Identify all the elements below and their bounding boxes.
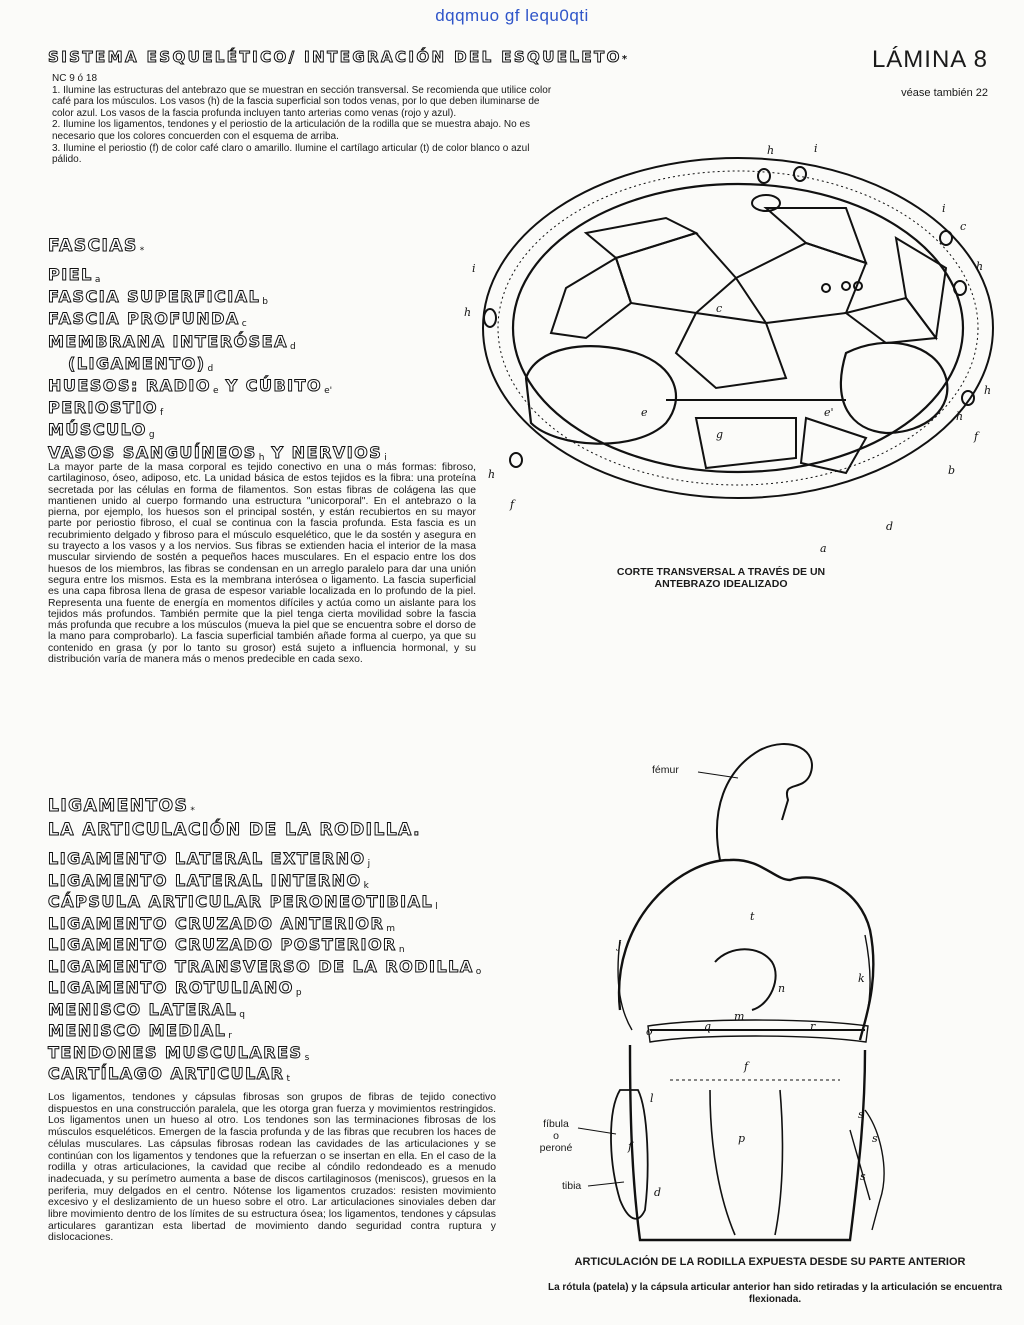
ligamentos-heading: LIGAMENTOS $_*$ [48, 796, 195, 816]
patellar-ligament [710, 1090, 782, 1235]
label-perone: peroné [539, 1142, 573, 1154]
fig1-label-a: a [820, 542, 827, 555]
fig1-label-h: h [767, 144, 775, 157]
rodilla-subheading: LA ARTICULACIÓN DE LA RODILLA. [48, 820, 422, 840]
radius-bone [526, 346, 676, 444]
fig1-label-e: e [641, 406, 648, 419]
fig2-letter-s3: s [860, 1170, 866, 1183]
lig-item-rotuliano: LIGAMENTO ROTULIANO $_p$ [48, 978, 302, 998]
fig1-label-c: c [960, 220, 967, 233]
label-femur: fémur [652, 764, 679, 776]
fig2-letter-t: t [750, 910, 755, 923]
page-title: SISTEMA ESQUELÉTICO/ INTEGRACIÓN DEL ESQUELETO* [48, 48, 630, 66]
skin-outline [483, 158, 993, 498]
see-also: véase también 22 [901, 87, 988, 99]
instruction-2: 2. Ilumine los ligamentos, tendones y el periostio de la articulación de la rodilla que se muestra abajo. No es necesario que los colores concuerden con el esquema de arriba. [52, 119, 531, 142]
fig2-letter-m: m [734, 1010, 745, 1023]
label-fibula [538, 1118, 574, 1154]
lig-item-capsula: CÁPSULA ARTICULAR PERONEOTIBIAL $_l$ [48, 892, 438, 912]
superficial-fascia [498, 171, 978, 485]
forearm-cross-section-figure [466, 138, 1006, 568]
lig-item-lateral-interno: LIGAMENTO LATERAL INTERNO $_k$ [48, 870, 369, 891]
lig-item-cruzado-anterior: LIGAMENTO CRUZADO ANTERIOR $_m$ [48, 913, 396, 934]
fig1-label-h6: h [464, 306, 472, 319]
fig2-letter-r: r [810, 1020, 816, 1033]
fig2-letter-l: l [650, 1092, 654, 1105]
instruction-1: 1. Ilumine las estructuras del antebrazo que se muestran en sección transversal. Se recomienda que utilice color café para los músculos. Los vasos (h) de la fascia superficial son todos venas, por lo que deben iluminarse de color azul. Los vasos de la fascia profunda incluyen tanto arterias como venas (rojo y azul). [52, 84, 552, 119]
instructions-ref: NC 9 ó 18 [52, 73, 98, 84]
fig2-letter-j: j [618, 938, 622, 951]
fig1-label-f2: f [510, 498, 515, 511]
deep-fascia [513, 184, 963, 472]
fig1-label-h4: h [956, 410, 964, 423]
fig1-label-c2: c [716, 302, 723, 315]
medial-collateral [864, 935, 870, 1026]
fig1-label-i: i [814, 142, 818, 155]
fascias-body-text: La mayor parte de la masa corporal es tejido conectivo en una o más formas: fibroso, cartilaginoso, óseo, adiposo, etc. La unidad básica de estos tejidos es la fibra: una proteína secretada por las células en forma de filamentos. Son estas fibras de colágena las que mantienen unido al cuerpo formando una estructura "unicorporal". En el antebrazo o la pierna, por ejemplo, los huesos son el principal sostén, y están recubiertos en su mayor parte por periostio fibroso, el cual se continua con la fascia profunda. Esta fascia es un recubrimiento delgado y fibroso para el músculo esquelético, que le da sostén y asegura en su trayecto a los vasos y a los nervios. Sus fibras se extienden hacia el interior de la masa muscular sirviendo de sostén a pequeños haces musculares. En el espacio entre los dos huesos de los miembros, las fibras se condensan en un arreglo paralelo para dar una unión segura entre los mismos. Esta es la membrana interósea o ligamento. La fascia superficial es una capa fibrosa llena de grasa de espesor variable localizada en lo profundo de la piel. Representa una fuente de energía en momentos difíciles y actúa como un aislante para los tejidos más profundos. También permite que la piel tenga cierta movilidad sobre la fascia más profunda que recubre a los músculos (mueva la piel que se encuentra sobre el dorso de la mano para comprobarlo). La fascia superficial también añade forma al cuerpo, ya que su contenido en grasa (y por lo tanto su grosor) está sujeto a influencia hormonal, y su distribución varía de manera más o menos predecible en cada sexo. [48, 462, 476, 666]
label-fibula-o: o [553, 1130, 559, 1142]
fig1-label-h2: h [976, 260, 984, 273]
figure2-caption: ARTICULACIÓN DE LA RODILLA EXPUESTA DESDE SU PARTE ANTERIOR [574, 1256, 966, 1268]
fascias-heading: FASCIAS $_*$ [48, 236, 145, 256]
fig2-letter-d: d [654, 1186, 662, 1199]
fascia-item-profunda: FASCIA PROFUNDA $_c$ [48, 309, 247, 330]
tibia [630, 1045, 865, 1240]
fig1-label-i2: i [942, 202, 946, 215]
lig-item-lateral-externo: LIGAMENTO LATERAL EXTERNO $_j$ [48, 849, 371, 869]
fig1-label-h5: h [488, 468, 496, 481]
fascia-item-membrana: MEMBRANA INTERÓSEA $_d$ [48, 331, 296, 352]
page-handle: dqqmuo gf lequ0qti [435, 6, 589, 25]
label-tibia: tibia [562, 1180, 582, 1192]
fig1-label-e-prime: e' [824, 406, 834, 419]
ligamentos-body-text: Los ligamentos, tendones y cápsulas fibrosas son grupos de fibras de tejido conectivo dispuestos en una construcción paralela, que les otorga gran fuerza y movimientos restringidos. Los ligamentos unen un hueso al otro. Los tendones son las terminaciones fibrosas de los músculos esqueléticos. Emergen de la fascia profunda y de las fibras que recubren los haces de células musculares. Las cápsulas fibrosas rodean las cavidades de las articulaciones y se continúan con los ligamentos y tendones que la refuerzan o se insertan en ella. En el caso de la rodilla y otras articulaciones, la cavidad que recibe al cóndilo redondeado es a menudo inadecuada, y su perímetro aumenta a base de discos cartilaginosos (meniscos), gruesos en la periferia, muy delgados en el centro. Nótense los ligamentos cruzados: resisten movimiento excesivo y el deslizamiento de un hueso sobre el otro. Lar articulaciones sinoviales deben dar libre movimiento dentro de los límites de su estructura ósea; los ligamentos, tendones y cápsulas articulares garantizan esta libertad de movimiento dando seguridad contra ruptura y dislocaciones. [48, 1092, 496, 1244]
fascia-item-vasos: VASOS SANGUÍNEOS $_h$ Y NERVIOS $_i$ [48, 442, 387, 463]
figure2-note: La rótula (patela) y la cápsula articular anterior han sido retiradas y la articulación se encuentra flexionada. [547, 1282, 1003, 1305]
figure1-caption: CORTE TRANSVERSAL A TRAVÉS DE UN ANTEBRAZO IDEALIZADO [616, 566, 826, 590]
fascia-item-ligamento: (LIGAMENTO) $_d$ [68, 353, 214, 374]
fig1-label-i3: i [472, 262, 476, 275]
fascia-item-piel: PIEL $_a$ [48, 265, 101, 285]
ulna-bone [841, 343, 947, 433]
plate-number: LÁMINA 8 [871, 46, 988, 73]
fig2-letter-f: f [744, 1060, 749, 1073]
instruction-3: 3. Ilumine el periostio (f) de color café claro o amarillo. Ilumine el cartílago articular (t) de color blanco o azul pálido. [52, 142, 530, 166]
fig2-letter-k: k [858, 972, 865, 985]
lig-item-menisco-medial: MENISCO MEDIAL $_r$ [48, 1021, 232, 1041]
fascias-list [48, 264, 387, 464]
fascia-item-huesos: HUESOS: RADIO $_e$ Y CÚBITO $_{e'}$ [48, 375, 333, 396]
fascia-item-superficial: FASCIA SUPERFICIAL $_b$ [48, 287, 269, 308]
fascia-item-periostio: PERIOSTIO $_f$ [48, 398, 164, 419]
femur-head [717, 744, 812, 860]
lig-item-cartilago: CARTÍLAGO ARTICULAR $_t$ [48, 1064, 290, 1084]
fig2-letter-q: q [704, 1020, 712, 1033]
lig-item-menisco-lateral: MENISCO LATERAL $_q$ [48, 999, 245, 1020]
lig-item-tendones: TENDONES MUSCULARES $_s$ [48, 1042, 310, 1063]
label-fibula-text: fíbula [543, 1118, 569, 1130]
fig2-letter-n: n [778, 982, 786, 995]
fig1-label-h3: h [984, 384, 992, 397]
fig1-label-b: b [948, 464, 956, 477]
muscle-tendons [850, 1110, 884, 1230]
fig2-letter-s2: s [872, 1132, 878, 1145]
fibula [611, 1090, 648, 1219]
knee-joint-figure [520, 730, 1020, 1248]
ligamentos-list [48, 848, 481, 1085]
fig1-label-g: g [716, 428, 724, 441]
fig1-label-f: f [974, 430, 979, 443]
fig2-letter-f2: f [628, 1140, 633, 1153]
fig2-letter-o: o [646, 1025, 653, 1038]
lig-item-cruzado-posterior: LIGAMENTO CRUZADO POSTERIOR $_n$ [48, 935, 405, 955]
fig1-label-d: d [886, 520, 894, 533]
fig2-letter-s: s [858, 1108, 864, 1121]
fig2-letter-p: p [738, 1132, 746, 1145]
fascia-item-musculo: MÚSCULO $_g$ [48, 420, 155, 441]
lig-item-transverso: LIGAMENTO TRANSVERSO DE LA RODILLA $_o$ [48, 956, 482, 977]
